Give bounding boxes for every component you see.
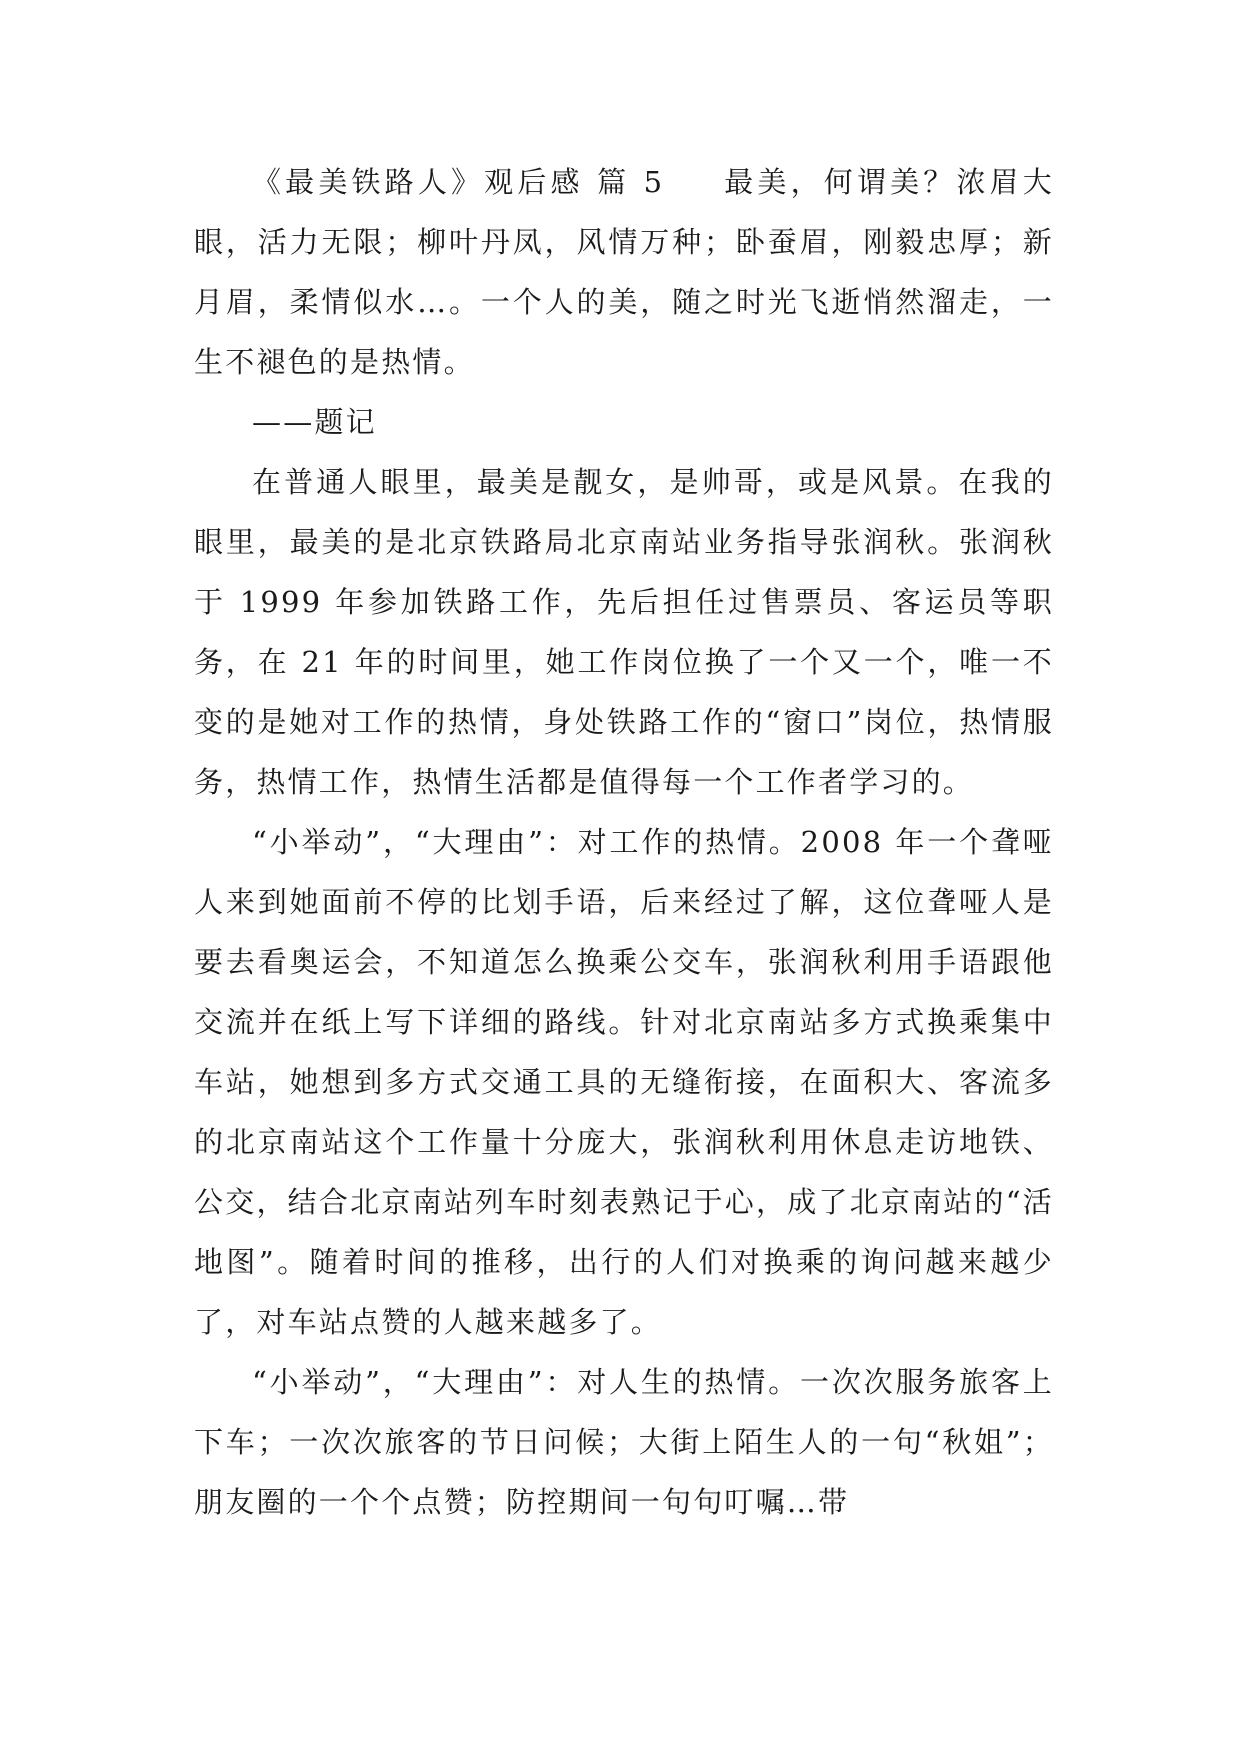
intro-paragraph	[194, 152, 1054, 392]
section-label: 篇 5	[597, 165, 665, 199]
body-paragraph-1: 在普通人眼里，最美是靓女，是帅哥，或是风景。在我的眼里，最美的是北京铁路局北京南站业务指导张润秋。张润秋于 1999 年参加铁路工作，先后担任过售票员、客运员等职务，在 21 年的时间里，她工作岗位换了一个又一个，唯一不变的是她对工作的热情，身处铁路工作的“窗口”岗位，热情服务，热情工作，热情生活都是值得每一个工作者学习的。	[194, 465, 1054, 799]
document-title: 《最美铁路人》观后感	[252, 165, 584, 199]
body-paragraph-2: “小举动”，“大理由”：对工作的热情。2008 年一个聋哑人来到她面前不停的比划手语，后来经过了解，这位聋哑人是要去看奥运会，不知道怎么换乘公交车，张润秋利用手语跟他交流并在纸上写下详细的路线。针对北京南站多方式换乘集中车站，她想到多方式交通工具的无缝衔接，在面积大、客流多的北京南站这个工作量十分庞大，张润秋利用休息走访地铁、公交，结合北京南站列车时刻表熟记于心，成了北京南站的“活地图”。随着时间的推移，出行的人们对换乘的询问越来越少了，对车站点赞的人越来越多了。	[194, 825, 1054, 1339]
body-paragraph-3: “小举动”，“大理由”：对人生的热情。一次次服务旅客上下车；一次次旅客的节日问候；大街上陌生人的一句“秋姐”；朋友圈的一个个点赞；防控期间一句句叮嘱…带	[194, 1365, 1054, 1519]
intro-text: 最美，何谓美？浓眉大眼，活力无限；柳叶丹凤，风情万种；卧蚕眉，刚毅忠厚；新月眉，柔情似水…。一个人的美，随之时光飞逝悄然溜走，一生不褪色的是热情。	[194, 165, 1054, 379]
epigraph-attribution: ——题记	[252, 405, 377, 439]
document-body	[194, 152, 1054, 1532]
